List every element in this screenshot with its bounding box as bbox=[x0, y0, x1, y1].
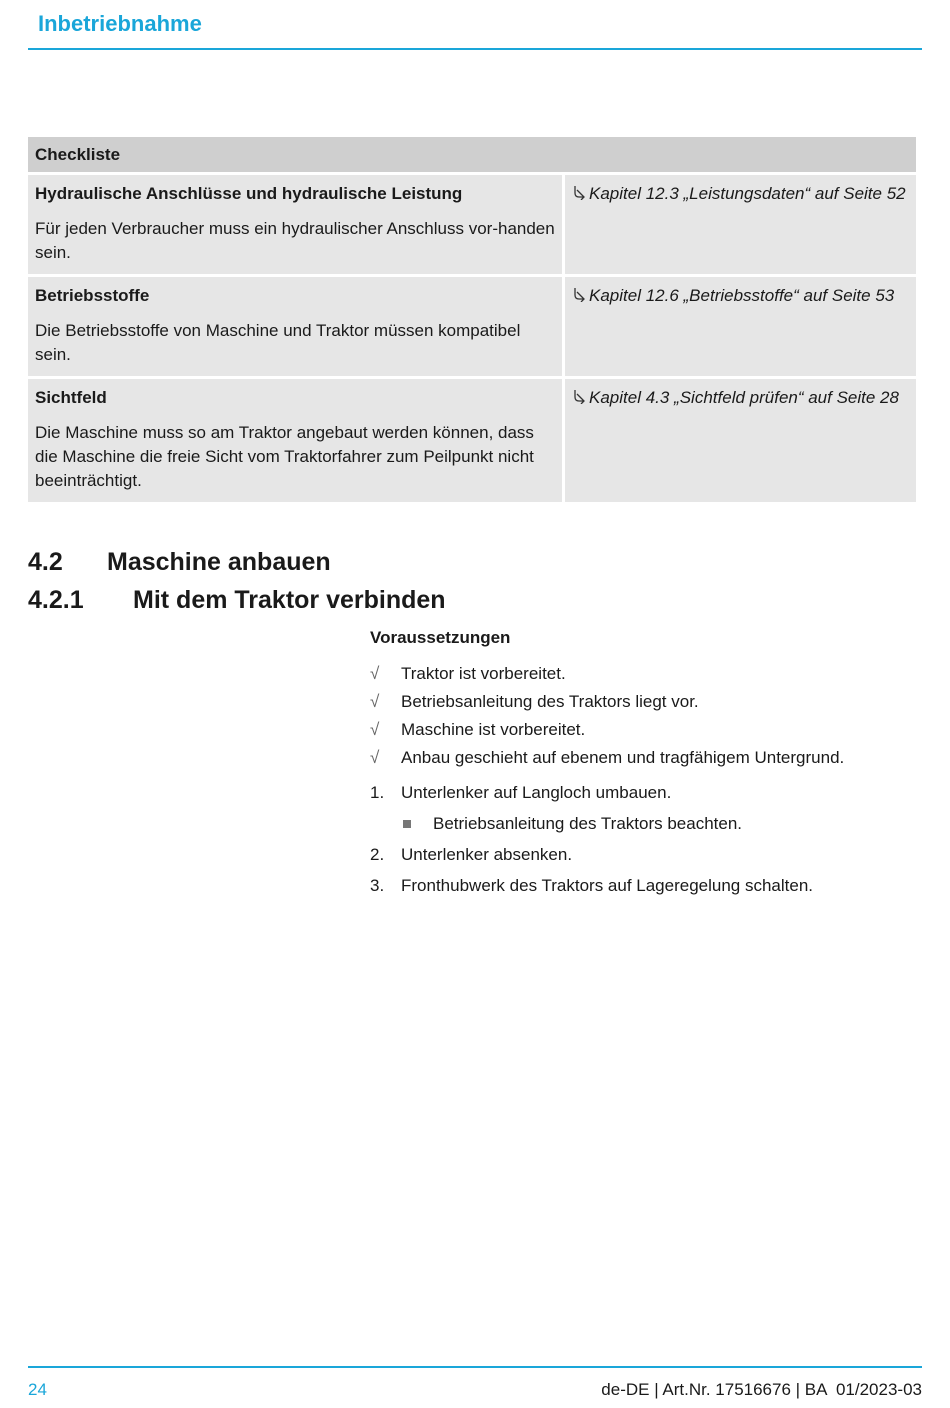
page-number: 24 bbox=[28, 1380, 47, 1399]
checklist-cell-reference bbox=[565, 175, 916, 274]
prerequisite-item bbox=[370, 690, 922, 718]
section-title: Maschine anbauen bbox=[107, 548, 331, 576]
page-header-title: Inbetriebnahme bbox=[38, 11, 202, 36]
step-number: 2. bbox=[370, 845, 385, 864]
checklist-table bbox=[25, 134, 919, 505]
checklist-cell-requirement bbox=[28, 379, 562, 502]
section-number: 4.2 bbox=[28, 548, 63, 576]
instructions-block bbox=[370, 628, 922, 902]
cross-reference-icon bbox=[572, 387, 587, 402]
prerequisites-label: Voraussetzungen bbox=[370, 628, 511, 647]
checklist-row-text: Die Betriebsstoffe von Maschine und Traktor müssen kompatibel sein. bbox=[35, 321, 521, 364]
instruction-step bbox=[370, 781, 922, 805]
step-number: 3. bbox=[370, 876, 385, 895]
step-number: 1. bbox=[370, 783, 385, 802]
checklist-row bbox=[28, 379, 916, 502]
checklist-row-title: Hydraulische Anschlüsse und hydraulische Leistung bbox=[35, 184, 463, 203]
document-id: de-DE | Art.Nr. 17516676 | BA 01/2023-03 bbox=[601, 1380, 922, 1399]
checklist-cell-reference bbox=[565, 277, 916, 376]
check-mark-icon: √ bbox=[370, 748, 380, 767]
checklist-cell-requirement bbox=[28, 277, 562, 376]
checklist-row bbox=[28, 277, 916, 376]
checklist-heading: Checkliste bbox=[28, 137, 916, 172]
chapter-reference-link[interactable]: Kapitel 12.3 „Leistungsdaten“ auf Seite 52 bbox=[589, 184, 906, 203]
step-text: Unterlenker absenken. bbox=[401, 845, 573, 864]
checklist-row-title: Betriebsstoffe bbox=[35, 286, 150, 305]
checklist-cell-reference bbox=[565, 379, 916, 502]
step-sub-text: Betriebsanleitung des Traktors beachten. bbox=[433, 814, 743, 833]
square-bullet-icon bbox=[403, 820, 411, 828]
step-sub-item bbox=[370, 812, 922, 836]
cross-reference-icon bbox=[572, 285, 587, 300]
instruction-step bbox=[370, 874, 922, 898]
prerequisite-text: Traktor ist vorbereitet. bbox=[401, 664, 566, 683]
checklist-row-text: Die Maschine muss so am Traktor angebaut werden können, dass die Maschine die freie Sicht vom Traktorfahrer zum Peilpunkt nicht beeinträchtigt. bbox=[35, 423, 534, 490]
chapter-reference-link[interactable]: Kapitel 12.6 „Betriebsstoffe“ auf Seite 53 bbox=[589, 286, 895, 305]
prerequisite-item bbox=[370, 662, 922, 690]
check-mark-icon: √ bbox=[370, 720, 380, 739]
checklist-header-row bbox=[28, 137, 916, 172]
cross-reference-icon bbox=[572, 183, 587, 198]
subsection-heading bbox=[28, 586, 446, 615]
checklist-row-text: Für jeden Verbraucher muss ein hydraulischer Anschluss vor-handen sein. bbox=[35, 219, 555, 262]
prerequisite-text: Anbau geschieht auf ebenem und tragfähigem Untergrund. bbox=[401, 748, 845, 767]
check-mark-icon: √ bbox=[370, 692, 380, 711]
checklist-cell-requirement bbox=[28, 175, 562, 274]
subsection-title: Mit dem Traktor verbinden bbox=[133, 586, 446, 614]
prerequisite-text: Betriebsanleitung des Traktors liegt vor. bbox=[401, 692, 699, 711]
footer-divider bbox=[28, 1366, 922, 1368]
chapter-reference-link[interactable]: Kapitel 4.3 „Sichtfeld prüfen“ auf Seite 28 bbox=[589, 388, 899, 407]
check-mark-icon: √ bbox=[370, 664, 380, 683]
header-divider bbox=[28, 48, 922, 50]
prerequisite-text: Maschine ist vorbereitet. bbox=[401, 720, 586, 739]
checklist-row bbox=[28, 175, 916, 274]
prerequisite-item bbox=[370, 746, 922, 774]
instruction-step bbox=[370, 843, 922, 867]
section-heading bbox=[28, 548, 331, 577]
step-text: Unterlenker auf Langloch umbauen. bbox=[401, 783, 672, 802]
subsection-number: 4.2.1 bbox=[28, 586, 84, 614]
prerequisite-item bbox=[370, 718, 922, 746]
checklist-row-title: Sichtfeld bbox=[35, 388, 107, 407]
step-text: Fronthubwerk des Traktors auf Lageregelung schalten. bbox=[401, 876, 814, 895]
